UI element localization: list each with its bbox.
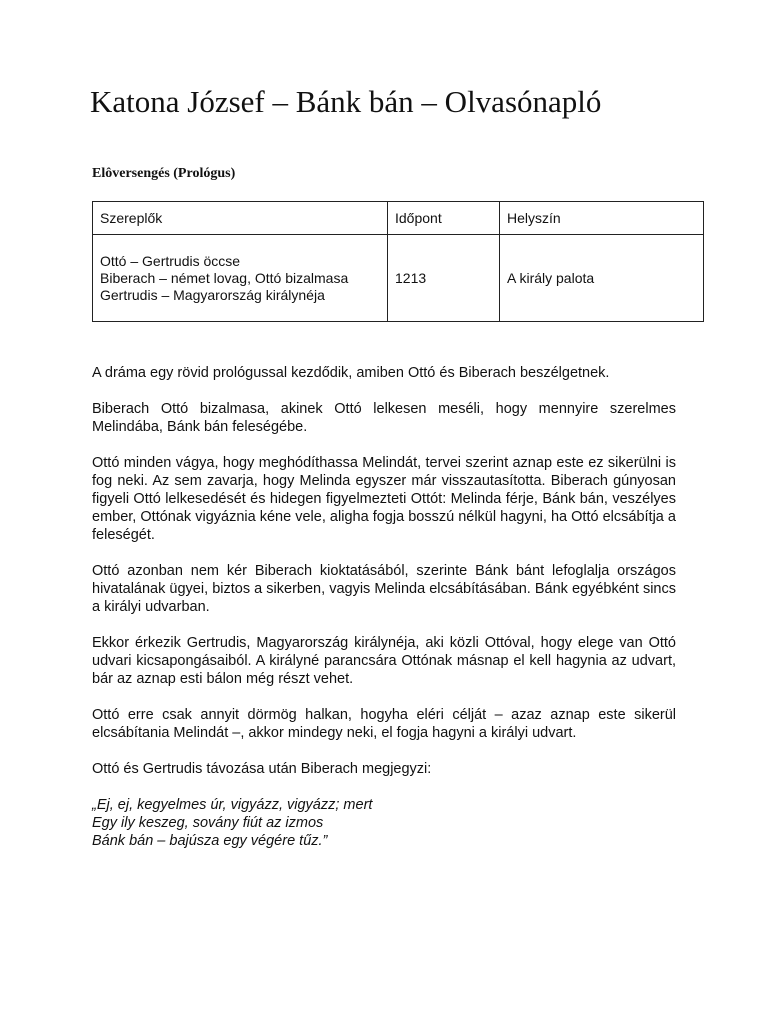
character-biberach: Biberach – német lovag, Ottó bizalmasa bbox=[100, 269, 349, 286]
paragraph: Ottó azonban nem kér Biberach kioktatásából, szerinte Bánk bánt lefoglalja országos hivatalának ügyei, biztos a sikerben, vagyis Melinda elcsábításában. Bánk egyébként sincs a királyi udvarban. bbox=[92, 563, 676, 615]
section-heading: Elôversengés (Prológus) bbox=[92, 166, 236, 181]
header-characters: Szereplők bbox=[93, 202, 388, 235]
document-title: Katona József – Bánk bán – Olvasónapló bbox=[90, 84, 602, 119]
header-time: Időpont bbox=[388, 202, 500, 235]
paragraph: Ottó minden vágya, hogy meghódíthassa Melindát, tervei szerint aznap este ez sikerülni is fog neki. Az sem zavarja, hogy Melinda egyszer már visszautasította. Biberach gúnyosan figyeli Ottó lelkesedését és hidegen figyelmezteti Ottót: Melinda férje, Bánk bán, veszélyes ember, Ottónak vigyáznia kéne vele, aligha fogja bosszú nélkül hagyni, ha Ottó elcsábítja a feleségét. bbox=[92, 455, 676, 543]
quote-block bbox=[92, 796, 676, 850]
paragraph: Ekkor érkezik Gertrudis, Magyarország királynéja, aki közli Ottóval, hogy elege van Ottó udvari kicsapongásaiból. A királyné parancsára Ottónak másnap el kell hagynia az udvart, bár az aznap esti bálon még részt vehet. bbox=[92, 635, 676, 687]
header-place: Helyszín bbox=[500, 202, 704, 235]
cell-characters bbox=[93, 235, 388, 322]
paragraph: Ottó erre csak annyit dörmög halkan, hogyha eléri célját – azaz aznap este sikerül elcsábítania Melindát –, akkor mindegy neki, el fogja hagyni a királyi udvart. bbox=[92, 707, 676, 741]
character-otto: Ottó – Gertrudis öccse bbox=[100, 252, 241, 269]
paragraph: Ottó és Gertrudis távozása után Biberach megjegyzi: bbox=[92, 761, 432, 777]
quote-line: Bánk bán – bajúsza egy végére tűz.” bbox=[92, 833, 328, 849]
info-table bbox=[92, 201, 704, 322]
paragraph: A dráma egy rövid prológussal kezdődik, amiben Ottó és Biberach beszélgetnek. bbox=[92, 365, 610, 381]
table-header-row bbox=[93, 202, 704, 235]
character-gertrudis: Gertrudis – Magyarország királynéja bbox=[100, 286, 325, 303]
paragraph: Biberach Ottó bizalmasa, akinek Ottó lelkesen meséli, hogy mennyire szerelmes Melindába, Bánk bán feleségébe. bbox=[92, 401, 676, 435]
quote-line: Egy ily keszeg, sovány fiút az izmos bbox=[92, 815, 324, 831]
body-text bbox=[92, 364, 676, 850]
cell-place: A király palota bbox=[500, 235, 704, 322]
quote-line: „Ej, ej, kegyelmes úr, vigyázz, vigyázz; mert bbox=[92, 797, 373, 813]
cell-time: 1213 bbox=[388, 235, 500, 322]
table-row bbox=[93, 235, 704, 322]
